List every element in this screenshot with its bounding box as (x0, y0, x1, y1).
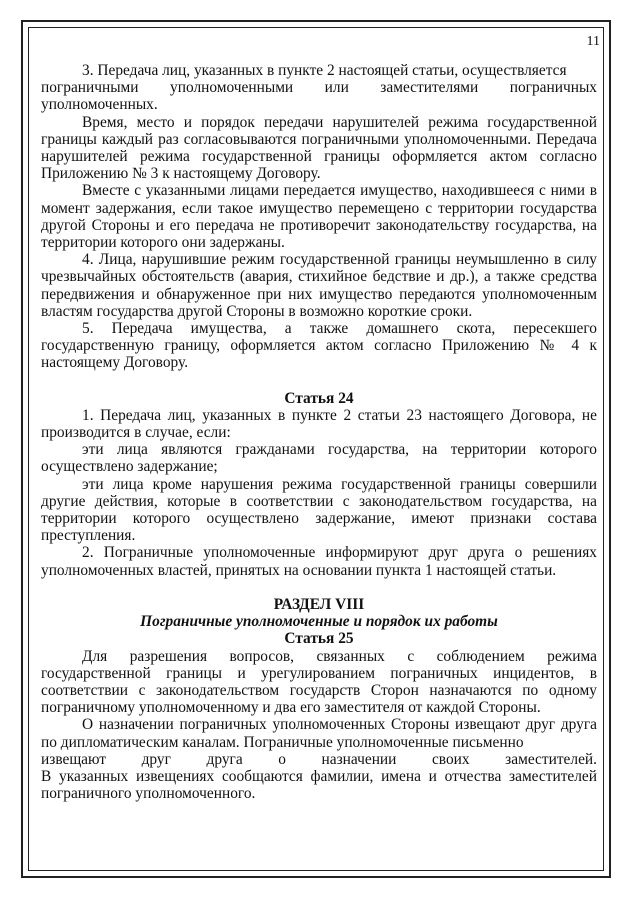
paragraph-item-4: 4. Лица, нарушившие режим государственной границы неумышленно в силу чрезвычайных обстоятельств (авария, стихийное бедствие и др.), а также средства передвижения и обнаруженное при них имущество передаются уполномоченным властям государства другой Стороны в возможно короткие сроки. (41, 251, 597, 320)
section-8-heading: РАЗДЕЛ VIII (273, 595, 365, 613)
article-25-paragraph-1: Для разрешения вопросов, связанных с соблюдением режима государственной границы и урегулированием пограничных инцидентов, в соответствии с законодательством государств Сторон назначаются по одному пограничному уполномоченному и два его заместителя от каждой Стороны. (41, 647, 597, 717)
article-24-item-b: эти лица кроме нарушения режима государственной границы совершили другие действия, которые в соответствии с законодательством государства, на территории которого осуществлено задержание, имеют признаки состава преступления. (41, 475, 597, 545)
article-25-paragraph-2: О назначении пограничных уполномоченных Стороны извещают друг друга по дипломатическим каналам. Пограничные уполномоченные письменно (41, 716, 597, 751)
article-24-item-a: эти лица являются гражданами государства, на территории которого осуществлено задержание; (41, 441, 597, 476)
paragraph-line: уполномоченных. (41, 96, 158, 114)
section-8-subtitle: Пограничные уполномоченные и порядок их работы (140, 613, 498, 631)
article-24-heading: Статья 24 (284, 389, 354, 407)
paragraph-line-spread: пограничными уполномоченными или заместителями пограничных (41, 79, 597, 97)
article-25-paragraph-2-end: В указанных извещениях сообщаются фамилии, имена и отчества заместителей пограничного уполномоченного. (41, 767, 597, 803)
paragraph-time-place: Время, место и порядок передачи нарушителей режима государственной границы каждый раз согласовываются пограничными уполномоченными. Передача нарушителей режима государственной границы оформляется актом согласно Приложению № 3 к настоящему Договору. (41, 113, 597, 183)
paragraph-property: Вместе с указанными лицами передается имущество, находившееся с ними в момент задержания, если такое имущество перемещено с территории государства другой Стороны и его передача не противоречит законодательству государства, на территории которого они задержаны. (41, 182, 597, 252)
page-number: 11 (586, 34, 600, 49)
paragraph-item-5: 5. Передача имущества, а также домашнего скота, пересекшего государственную границу, оформляется актом согласно Приложению № 4 к настоящему Договору. (41, 320, 597, 372)
paragraph-transfer-3 (41, 62, 597, 79)
article-24-paragraph-1: 1. Передача лиц, указанных в пункте 2 статьи 23 настоящего Договора, не производится в случае, если: (41, 406, 597, 442)
article-24-paragraph-2: 2. Пограничные уполномоченные информируют друг друга о решениях уполномоченных властей, принятых на основании пункта 1 настоящей статьи. (41, 544, 597, 579)
paragraph-line: 3. Передача лиц, указанных в пункте 2 настоящей статьи, осуществляется (82, 62, 567, 79)
document-body (41, 62, 597, 802)
paragraph-line-spread: извещают друг друга о назначении своих заместителей. (41, 750, 597, 768)
article-25-heading: Статья 25 (284, 630, 354, 648)
